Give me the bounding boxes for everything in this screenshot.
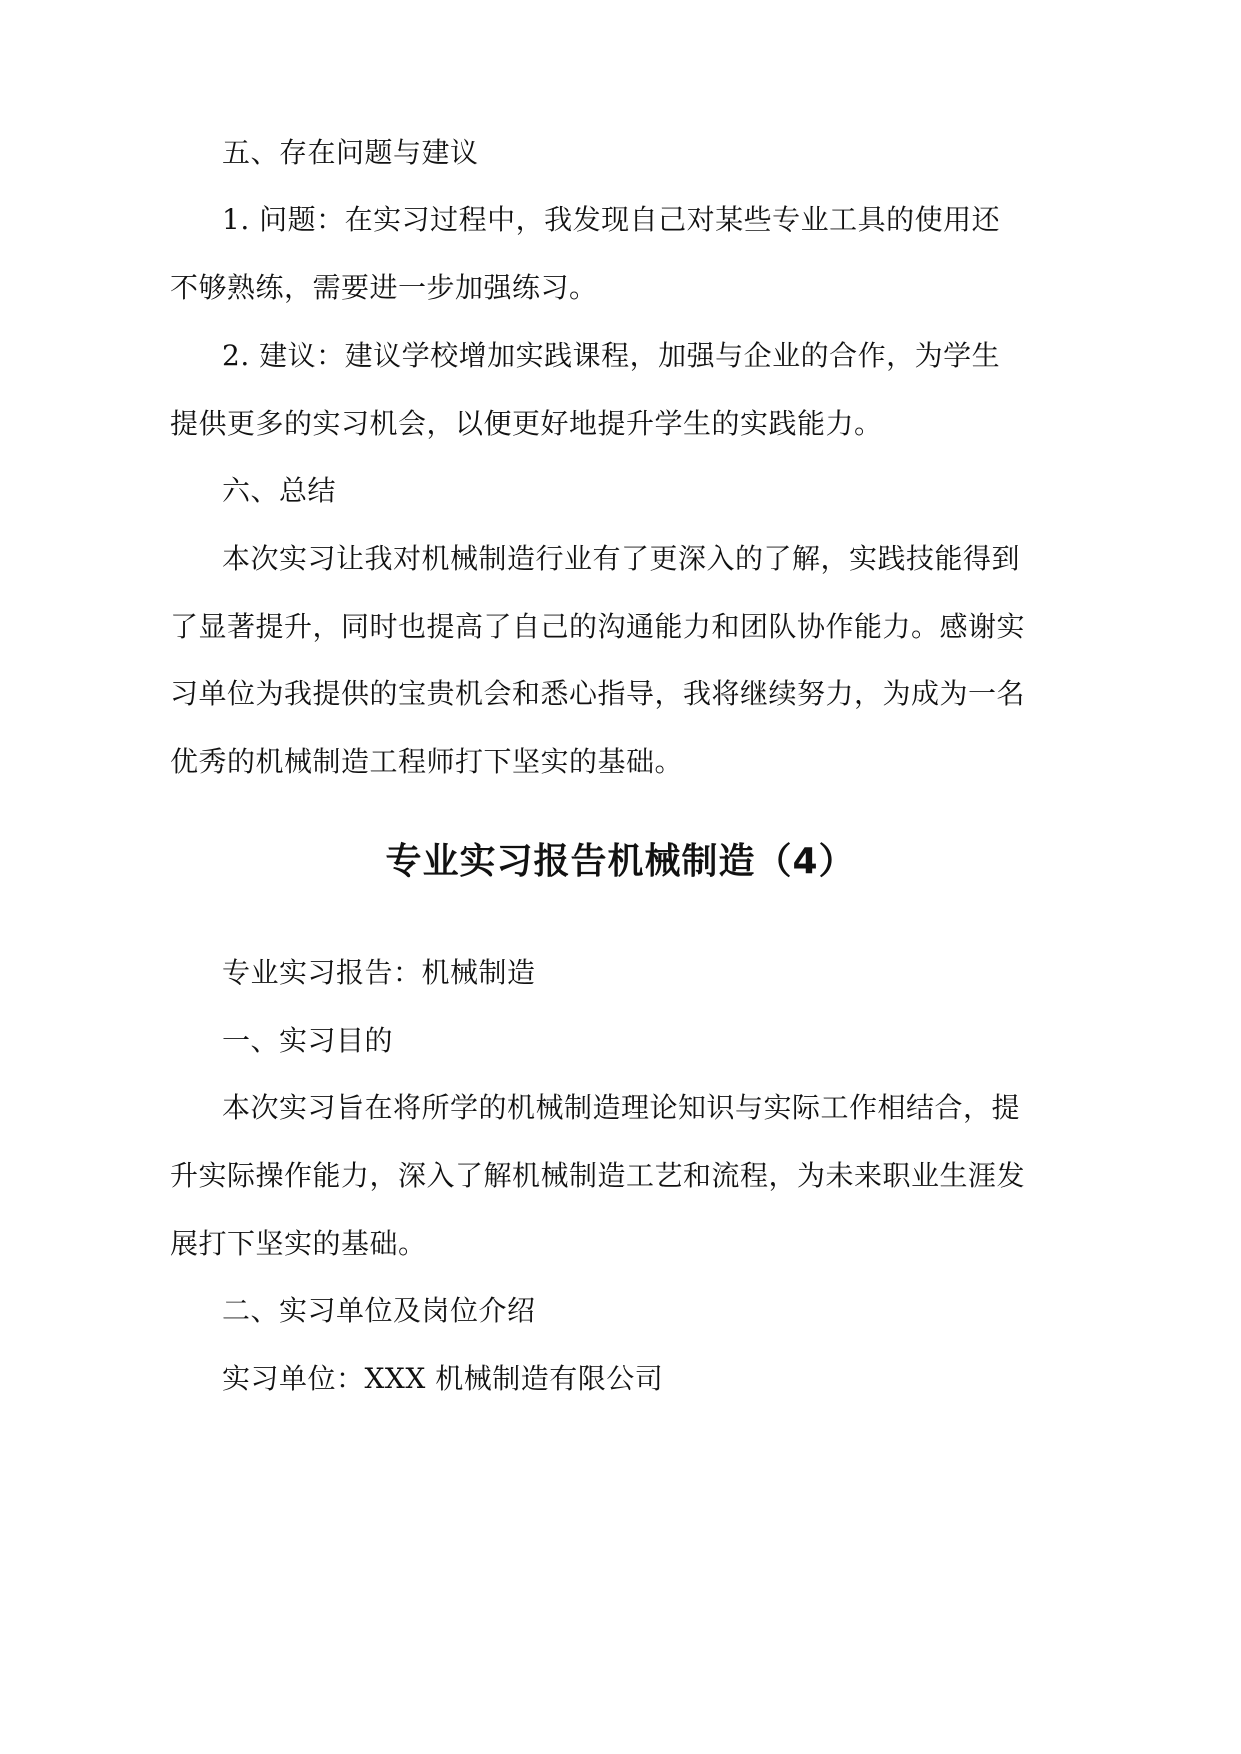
purpose-line3: 展打下坚实的基础。 bbox=[170, 1227, 427, 1260]
section5-item1-line2: 不够熟练，需要进一步加强练习。 bbox=[170, 271, 598, 304]
section6-heading: 六、总结 bbox=[222, 474, 337, 507]
section5-item2-line1: 2. 建议：建议学校增加实践课程，加强与企业的合作，为学生 bbox=[222, 339, 1001, 372]
section6-line2: 了显著提升，同时也提高了自己的沟通能力和团队协作能力。感谢实 bbox=[170, 610, 1026, 643]
unit-heading: 二、实习单位及岗位介绍 bbox=[222, 1294, 536, 1327]
section5-item2-line2: 提供更多的实习机会，以便更好地提升学生的实践能力。 bbox=[170, 407, 883, 440]
unit-line: 实习单位：XXX 机械制造有限公司 bbox=[222, 1362, 664, 1395]
section6-line3: 习单位为我提供的宝贵机会和悉心指导，我将继续努力，为成为一名 bbox=[170, 677, 1026, 710]
section5-heading: 五、存在问题与建议 bbox=[222, 136, 479, 169]
section6-line4: 优秀的机械制造工程师打下坚实的基础。 bbox=[170, 745, 684, 778]
purpose-heading: 一、实习目的 bbox=[222, 1024, 394, 1057]
section6-line1: 本次实习让我对机械制造行业有了更深入的了解，实践技能得到 bbox=[222, 542, 1021, 575]
report-subtitle: 专业实习报告：机械制造 bbox=[222, 956, 536, 989]
purpose-line2: 升实际操作能力，深入了解机械制造工艺和流程，为未来职业生涯发 bbox=[170, 1159, 1026, 1192]
purpose-line1: 本次实习旨在将所学的机械制造理论知识与实际工作相结合，提 bbox=[222, 1091, 1021, 1124]
section5-item1-line1: 1. 问题：在实习过程中，我发现自己对某些专业工具的使用还 bbox=[222, 203, 1001, 236]
report-title: 专业实习报告机械制造（4） bbox=[385, 841, 856, 882]
